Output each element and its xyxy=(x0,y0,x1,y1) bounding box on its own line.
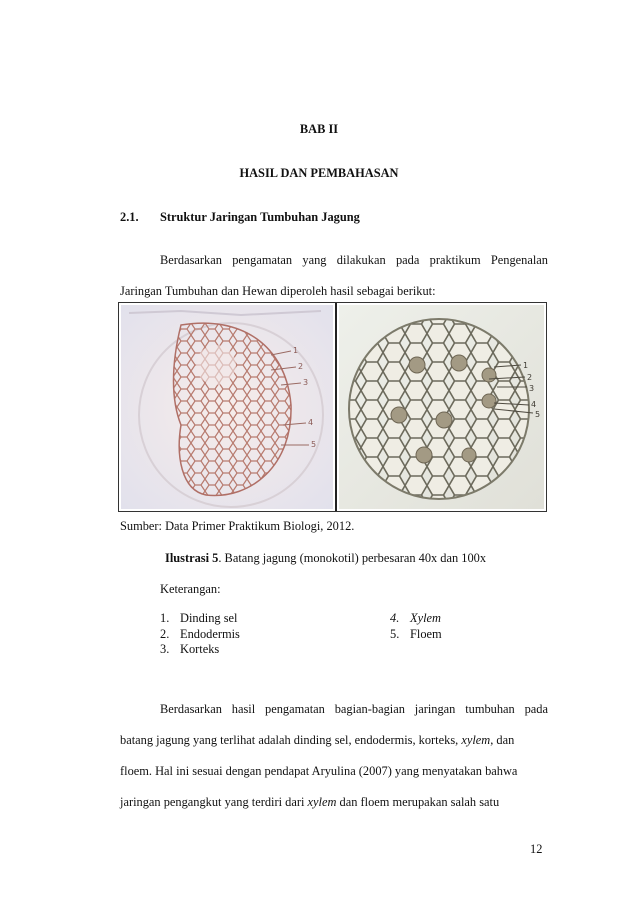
legend-item: 2. Endodermis xyxy=(160,627,240,641)
figure-source: Sumber: Data Primer Praktikum Biologi, 2012. xyxy=(120,519,355,533)
micrograph-100x xyxy=(339,305,544,509)
section-title: Struktur Jaringan Tumbuhan Jagung xyxy=(160,210,360,224)
caption-text: . Batang jagung (monokotil) perbesaran 40x dan 100x xyxy=(218,551,487,565)
label-100x-2: 2 xyxy=(527,373,533,382)
section-number: 2.1. xyxy=(120,210,139,224)
label-40x-2: 2 xyxy=(298,362,304,371)
legend-title: Keterangan: xyxy=(160,582,221,596)
label-40x-3: 3 xyxy=(303,378,309,387)
page-number: 12 xyxy=(530,842,543,856)
intro-line-2: Jaringan Tumbuhan dan Hewan diperoleh hasil sebagai berikut: xyxy=(120,284,436,298)
figure-frame xyxy=(118,302,547,512)
label-100x-4: 4 xyxy=(531,400,537,409)
discussion-line-1: Berdasarkan hasil pengamatan bagian-bagian jaringan tumbuhan pada xyxy=(160,702,548,716)
label-40x-1: 1 xyxy=(293,346,299,355)
label-100x-5: 5 xyxy=(535,410,541,419)
label-40x-5: 5 xyxy=(311,440,317,449)
intro-line-1: Berdasarkan pengamatan yang dilakukan pada praktikum Pengenalan xyxy=(160,253,548,267)
chapter-title: HASIL DAN PEMBAHASAN xyxy=(239,166,399,180)
legend-item: 3. Korteks xyxy=(160,642,220,656)
label-100x-3: 3 xyxy=(529,384,535,393)
discussion-line-3: floem. Hal ini sesuai dengan pendapat Aryulina (2007) yang menyatakan bahwa xyxy=(120,764,518,778)
legend-item: 1. Dinding sel xyxy=(160,611,238,625)
legend-item: 4. Xylem xyxy=(390,611,441,625)
discussion-line-2: batang jagung yang terlihat adalah dinding sel, endodermis, korteks, xylem, dan xyxy=(120,733,515,747)
caption-label: Ilustrasi 5 xyxy=(165,551,219,565)
figure-divider xyxy=(335,303,337,511)
figure-caption xyxy=(165,551,486,566)
micrograph-40x xyxy=(121,305,333,509)
chapter-label: BAB II xyxy=(299,122,339,136)
discussion-line-4: jaringan pengangkut yang terdiri dari xylem dan floem merupakan salah satu xyxy=(120,795,500,809)
legend-item: 5. Floem xyxy=(390,627,442,641)
label-100x-1: 1 xyxy=(523,361,529,370)
label-40x-4: 4 xyxy=(308,418,314,427)
